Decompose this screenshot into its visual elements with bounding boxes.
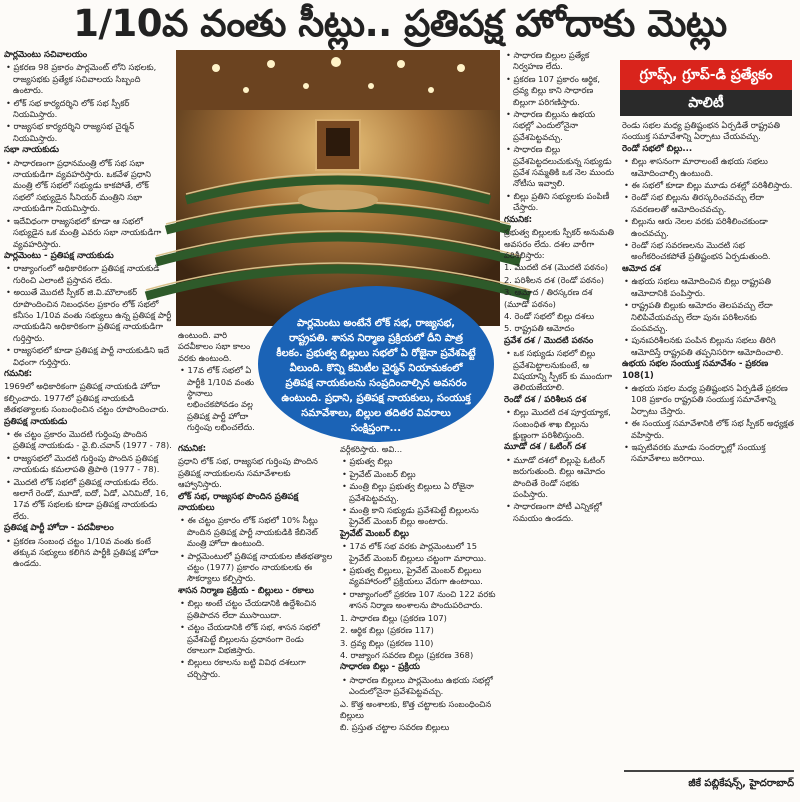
paragraph: • ఒక సభ్యుడు సభలో బిల్లు ప్రవేశపెట్టాలనుకుంటే, ఆ విషయాన్ని స్పీకర్ కు ముందుగా తెలియజేయాలి. [506, 348, 612, 393]
paragraph: 3. ద్రవ్య బిల్లు (ప్రకరణ 110) [340, 637, 434, 648]
paragraph: • మొదటి లోక్ సభలో ప్రతిపక్ష నాయకుడు లేరు. అలాగే రెండో, మూడో, ఐదో, ఏడో, ఎనిమిదో, 16, 17వ లోక్ సభలకు కూడా ప్రతిపక్ష నాయకుడు లేరు. [6, 476, 169, 521]
paragraph: బి. ప్రస్తుత చట్టాల సవరణ బిల్లులు [340, 722, 450, 733]
column-5 [622, 120, 794, 766]
paragraph: • పునఃపరిశీలనకు పంపిన బిల్లును సభలు తిరిగి ఆమోదిస్తే రాష్ట్రపతి తప్పనిసరిగా ఆమోదించాలి. [624, 335, 784, 357]
section-heading: రెండో సభలో బిల్లు... [622, 143, 693, 154]
section-heading: గమనిక: [178, 444, 207, 454]
paragraph: • సాధారణంగా ప్రధానమంత్రి లోక్ సభ సభా నాయకుడిగా వ్యవహరిస్తారు. ఒకవేళ ప్రధాని మంత్రి లోక్ సభలో సభ్యుడు కాకపోతే, లోక్ సభలో సభ్యుడైన సీనియర్ మంత్రిని సభా నాయకుడిగా నియమిస్తారు. [6, 157, 151, 214]
summary-callout: పార్లమెంటు అంటేనే లోక్ సభ, రాజ్యసభ, రాష్ట్రపతి. శాసన నిర్మాణ ప్రక్రియలో దీని పాత్ర కీలకం. ప్రభుత్వ బిల్లులు సభలో ఏ రోజైనా ప్రవేశపెట్టే వీలుంది. కొన్ని కమిటీల చైర్మన్ నియామకంలో ప్రతిపక్ష నాయకులను సంప్రదించాల్సిన అవసరం ఉంటుంది. ప్రధాని, ప్రతిపక్ష నాయకులు, సంయుక్త సమావేశాలు, బిల్లుల తదితర వివరాలు సంక్షిప్తంగా... [258, 286, 494, 442]
subject-label: పాలిటీ [620, 90, 792, 116]
publisher-credit: జీకే పబ్లికేషన్స్, హైదరాబాద్ [624, 770, 794, 796]
paragraph: • బిల్లు మొదటి దశ పూర్తయ్యాక, సంబంధిత శాఖ బిల్లును క్షుణ్ణంగా పరిశీలిస్తుంది. [506, 407, 611, 440]
section-heading: సభా నాయకుడు [4, 145, 60, 156]
section-heading: ప్రతిపక్ష పార్టీ హోదా - పదవీకాలం [4, 523, 114, 534]
paragraph: • బిల్లు శాసనంగా మారాలంటే ఉభయ సభలు ఆమోదించాల్సి ఉంటుంది. [624, 156, 768, 178]
paragraph: ప్రభుత్వ బిల్లులకు స్పీకర్ అనుమతి అవసరం లేదు. దశల వారీగా పరిశీలిస్తారు: [504, 227, 615, 260]
section-heading: పార్లమెంటు - ప్రతిపక్ష నాయకుడు [4, 250, 114, 261]
paragraph: • సాధారణ బిల్లు ప్రవేశపెట్టదలుచుకున్న సభ్యుడు ప్రవేశ సమ్మతికి ఒక నెల ముందు నోటీసు ఇవ్వాలి. [506, 144, 614, 189]
paragraph: 2. ఆర్థిక బిల్లు (ప్రకరణ 117) [340, 625, 434, 636]
section-heading: పార్లమెంటు సచివాలయం [4, 50, 88, 60]
paragraph: • సాధారణ బిల్లును ఉభయ సభల్లో ఎందులోనైనా ప్రవేశపెట్టవచ్చు. [506, 109, 596, 142]
paragraph: • ఉభయ సభల మధ్య ప్రతిష్టంభన ఏర్పడితే ప్రకరణ 108 ప్రకారం రాష్ట్రపతి సంయుక్త సమావేశాన్ని ఏర్పాటు చేస్తారు. [624, 382, 788, 416]
paragraph: • పార్లమెంటులో ప్రతిపక్ష నాయకుల జీతభత్యాల చట్టం (1977) ప్రకారం నాయకులకు ఈ సౌకర్యాలు కల్పిస్తారు. [180, 550, 333, 584]
paragraph: • బిల్లు ప్రతిని సభ్యులకు పంపిణీ చేస్తారు. [506, 190, 610, 213]
paragraph: • మూడో దశలో బిల్లుపై ఓటింగ్ జరుగుతుంది. బిల్లు ఆమోదం పొందితే రెండో సభకు పంపిస్తారు. [506, 454, 606, 500]
paragraph: 1. సాధారణ బిల్లు (ప్రకరణ 107) [340, 612, 447, 623]
paragraph: 5. రాష్ట్రపతి ఆమోదం [504, 323, 575, 334]
paragraph: • రెండో సభ బిల్లును తిరస్కరించవచ్చు లేదా సవరణలతో ఆమోదించవచ్చు. [624, 192, 764, 214]
paragraph: • 17వ లోక్ సభలో ఏ పార్టీకి 1/10వ వంతు స్థానాలు లభించకపోవడం వల్ల ప్రతిపక్ష పార్టీ హోదా గుర్తింపు లభించలేదు. [180, 365, 255, 433]
paragraph: • ప్రకరణ 98 ప్రకారం పార్లమెంట్ లోని సభలకు, రాజ్యసభకు ప్రత్యేక సచివాలయ సిబ్బంది ఉంటారు. [6, 62, 157, 96]
paragraph: • మంత్రి కాని సభ్యుడు ప్రవేశపెట్టే బిల్లులను ప్రైవేట్ మెంబర్ బిల్లు అంటారు. [342, 505, 479, 527]
paragraph: వర్గీకరిస్తారు. అవి... [340, 444, 403, 454]
section-heading: సాధారణ బిల్లు - ప్రక్రియ [340, 662, 420, 673]
section-heading: శాసన నిర్మాణ ప్రక్రియ - బిల్లులు - రకాలు [178, 585, 314, 596]
column-2-lower [178, 444, 334, 798]
column-4 [504, 50, 616, 798]
paragraph: • ఉభయ సభలు ఆమోదించిన బిల్లు రాష్ట్రపతి ఆమోదానికి పంపిస్తారు. [624, 276, 772, 298]
paragraph: • లోక్ సభ కార్యదర్శిని లోక్ సభ స్పీకర్ నియమిస్తారు. [6, 97, 130, 120]
paragraph: • ఇప్పటివరకు మూడు సందర్భాల్లో సంయుక్త సమావేశాలు జరిగాయి. [624, 441, 766, 464]
paragraph: • ప్రైవేట్ మెంబర్ బిల్లు [342, 468, 416, 479]
paragraph: • రాజ్యాంగంలో ప్రకరణ 107 నుంచి 122 వరకు శాసన నిర్మాణ అంశాలను పొందుపరిచారు. [342, 588, 496, 611]
column-2 [178, 330, 256, 433]
paragraph: ఉంటుంది. వారి పదవీకాలం సభా కాలం వరకు ఉంటుంది. [178, 330, 251, 363]
paragraph: • చట్టం చేయడానికి లోక్ సభ, శాసన సభలో ప్రవేశపెట్టే బిల్లులను ప్రధానంగా రెండు రకాలుగా విభజిస్తారు. [180, 622, 320, 655]
section-heading: ప్రైవేట్ మెంబర్ బిల్లు [340, 528, 410, 539]
paragraph: • రాజ్యాంగంలో అధికారికంగా ప్రతిపక్ష నాయకుడి గురించి ఎలాంటి ప్రస్తావన లేదు. [6, 263, 160, 285]
paragraph: • ప్రకరణ 107 ప్రకారం ఆర్థిక, ద్రవ్య బిల్లు కాని సాధారణ బిల్లుగా పరిగణిస్తారు. [506, 73, 601, 107]
paragraph: • సాధారణ బిల్లుల ప్రత్యేక నిర్వహణ లేదు. [506, 50, 590, 72]
paragraph: 1. మొదటి దశ (మొదటి పఠనం) [504, 262, 609, 273]
section-tag: గ్రూప్స్, గ్రూప్-డి ప్రత్యేకం [620, 60, 792, 90]
paragraph: • ప్రకరణ సంబంధ చట్టం 1/10వ వంతు కంటే తక్కువ సభ్యులు కలిగిన పార్టీకి ప్రతిపక్ష హోదా ఉండదు. [6, 535, 159, 569]
paragraph: • మంత్రి బిల్లు ప్రభుత్వ బిల్లులు ఏ రోజైనా ప్రవేశపెట్టవచ్చు. [342, 481, 474, 503]
section-heading: రెండో దశ / పరిశీలన దశ [504, 394, 587, 405]
paragraph: • రాజ్యసభ కార్యదర్శిని రాజ్యసభ చైర్మన్ నియమిస్తారు. [6, 121, 135, 143]
paragraph: • ఈ చట్టం ప్రకారం మొదటి గుర్తింపు పొందిన ప్రతిపక్ష నాయకుడు - వై.బి.చవాన్ (1977 - 78). [6, 429, 172, 451]
section-heading: ఉభయ సభల సంయుక్త సమావేశం - ప్రకరణ 108(1) [622, 359, 769, 381]
section-heading: ప్రవేశ దశ / మొదటి పఠనం [504, 335, 594, 346]
column-1 [4, 50, 172, 798]
paragraph: 4. రాజ్యాంగ సవరణ బిల్లు (ప్రకరణ 368) [340, 649, 474, 660]
paragraph: ఎ. కొత్త అంశాలకు, కొత్త చట్టాలకు సంబంధించిన బిల్లులు [340, 698, 492, 720]
section-heading: లోక్ సభ, రాజ్యసభ పొందిన ప్రతిపక్ష నాయకులు [178, 491, 299, 514]
paragraph: • అయితే మొదటి స్పీకర్ జి.వి.మౌలాంకర్ రూపొందించిన నిబంధనల ప్రకారం లోక్ సభలో కనీసం 1/10వ వంతు సభ్యులు ఉన్న ప్రతిపక్ష పార్టీ నాయకుడిని అధికారికంగా ప్రతిపక్ష నాయకుడిగా గుర్తిస్తారు. [6, 287, 172, 343]
paragraph: • ప్రభుత్వ బిల్లు [342, 456, 393, 467]
paragraph: • ప్రభుత్వ బిల్లులు, ప్రైవేట్ మెంబర్ బిల్లులు వ్యవహారంలో ప్రక్రియలు వేరుగా ఉంటాయి. [342, 565, 483, 587]
paragraph: ప్రధాని లోక్ సభ, రాజ్యసభ గుర్తింపు పొందిన ప్రతిపక్ష నాయకులను సమావేశాలకు ఆహ్వానిస్తారు. [178, 456, 318, 490]
headline: 1/10వ వంతు సీట్లు.. ప్రతిపక్ష హోదాకు మెట్లు [73, 2, 727, 45]
paragraph: • ఈ చట్టం ప్రకారం లోక్ సభలో 10% సీట్లు పొందిన ప్రతిపక్ష పార్టీ నాయకుడికి కేబినెట్ మంత్రి హోదా ఉంటుంది. [180, 515, 318, 549]
parliament-photo [176, 50, 500, 326]
section-heading: ప్రతిపక్ష నాయకుడు [4, 416, 68, 427]
paragraph: • రెండో సభ సవరణలను మొదటి సభ అంగీకరించకపోతే ప్రతిష్టంభన ఏర్పడుతుంది. [624, 240, 771, 262]
paragraph: 4. రెండో సభలో బిల్లు దశలు [504, 310, 595, 321]
section-heading: ఆమోద దశ [622, 263, 661, 274]
paragraph: • రాష్ట్రపతి బిల్లుకు ఆమోదం తెలపవచ్చు లేదా నిలిపివేయవచ్చు లేదా పునః పరిశీలనకు పంపవచ్చు. [624, 300, 773, 333]
paragraph: • ఇదేవిధంగా రాజ్యసభలో కూడా ఆ సభలో సభ్యుడైన ఒక మంత్రి ఎవరు సభా నాయకుడిగా వ్యవహరిస్తారు. [6, 215, 162, 249]
paragraph: • ఈ సభలో కూడా బిల్లు మూడు దశల్లో పరిశీలిస్తారు. [624, 180, 793, 191]
column-3 [340, 444, 498, 798]
paragraph: • రాజ్యసభలో మొదటి గుర్తింపు పొందిన ప్రతిపక్ష నాయకుడు కమలాపతి త్రిపాఠి (1977 - 78). [6, 452, 160, 475]
section-heading: గమనిక: [4, 368, 33, 379]
paragraph: • ఈ సంయుక్త సమావేశానికి లోక్ సభ స్పీకర్ అధ్యక్షత వహిస్తారు. [624, 418, 794, 440]
paragraph: 3. ఆమోద / తిరస్కరణ దశ (మూడో పఠనం) [504, 287, 593, 309]
paragraph: • సాధారణంగా పోటీ ఎన్నికల్లో సమయం ఉండదు. [506, 501, 602, 523]
paragraph: 2. పరిశీలన దశ (రెండో పఠనం) [504, 274, 605, 285]
paragraph: • 17వ లోక్ సభ వరకు పార్లమెంటులో 15 ప్రైవేట్ మెంబర్ బిల్లులు చట్టంగా మారాయి. [342, 541, 487, 563]
paragraph: • బిల్లును ఆరు నెలల వరకు పరిశీలించకుండా ఉంచవచ్చు. [624, 216, 768, 238]
paragraph: • రాజ్యసభలో కూడా ప్రతిపక్ష పార్టీ నాయకుడిని ఇదే విధంగా గుర్తిస్తారు. [6, 345, 170, 367]
paragraph: • బిల్లు అంటే చట్టం చేయడానికి ఉద్దేశించిన ప్రతిపాదన లేదా ముసాయిదా. [180, 598, 317, 620]
section-heading: మూడో దశ / ఓటింగ్ దశ [504, 442, 586, 453]
paragraph: • బిల్లులు రకాలను బట్టి వివిధ దశలుగా చర్చిస్తారు. [180, 657, 306, 679]
parliament-hall-image [176, 50, 500, 326]
section-heading: గమనిక: [504, 214, 533, 225]
paragraph: • సాధారణ బిల్లులు పార్లమెంటు ఉభయ సభల్లో ఎందులోనైనా ప్రవేశపెట్టవచ్చు. [342, 674, 493, 697]
paragraph: రెండు సభల మధ్య ప్రతిష్టంభన ఏర్పడితే రాష్ట్రపతి సంయుక్త సమావేశాన్ని ఏర్పాటు చేయవచ్చు. [622, 120, 780, 142]
paragraph: 1969లో అధికారికంగా ప్రతిపక్ష నాయకుడి హోదా కల్పించారు. 1977లో ప్రతిపక్ష నాయకుడి జీతభత్యాలకు సంబంధించిన చట్టం రూపొందించారు. [4, 381, 169, 415]
